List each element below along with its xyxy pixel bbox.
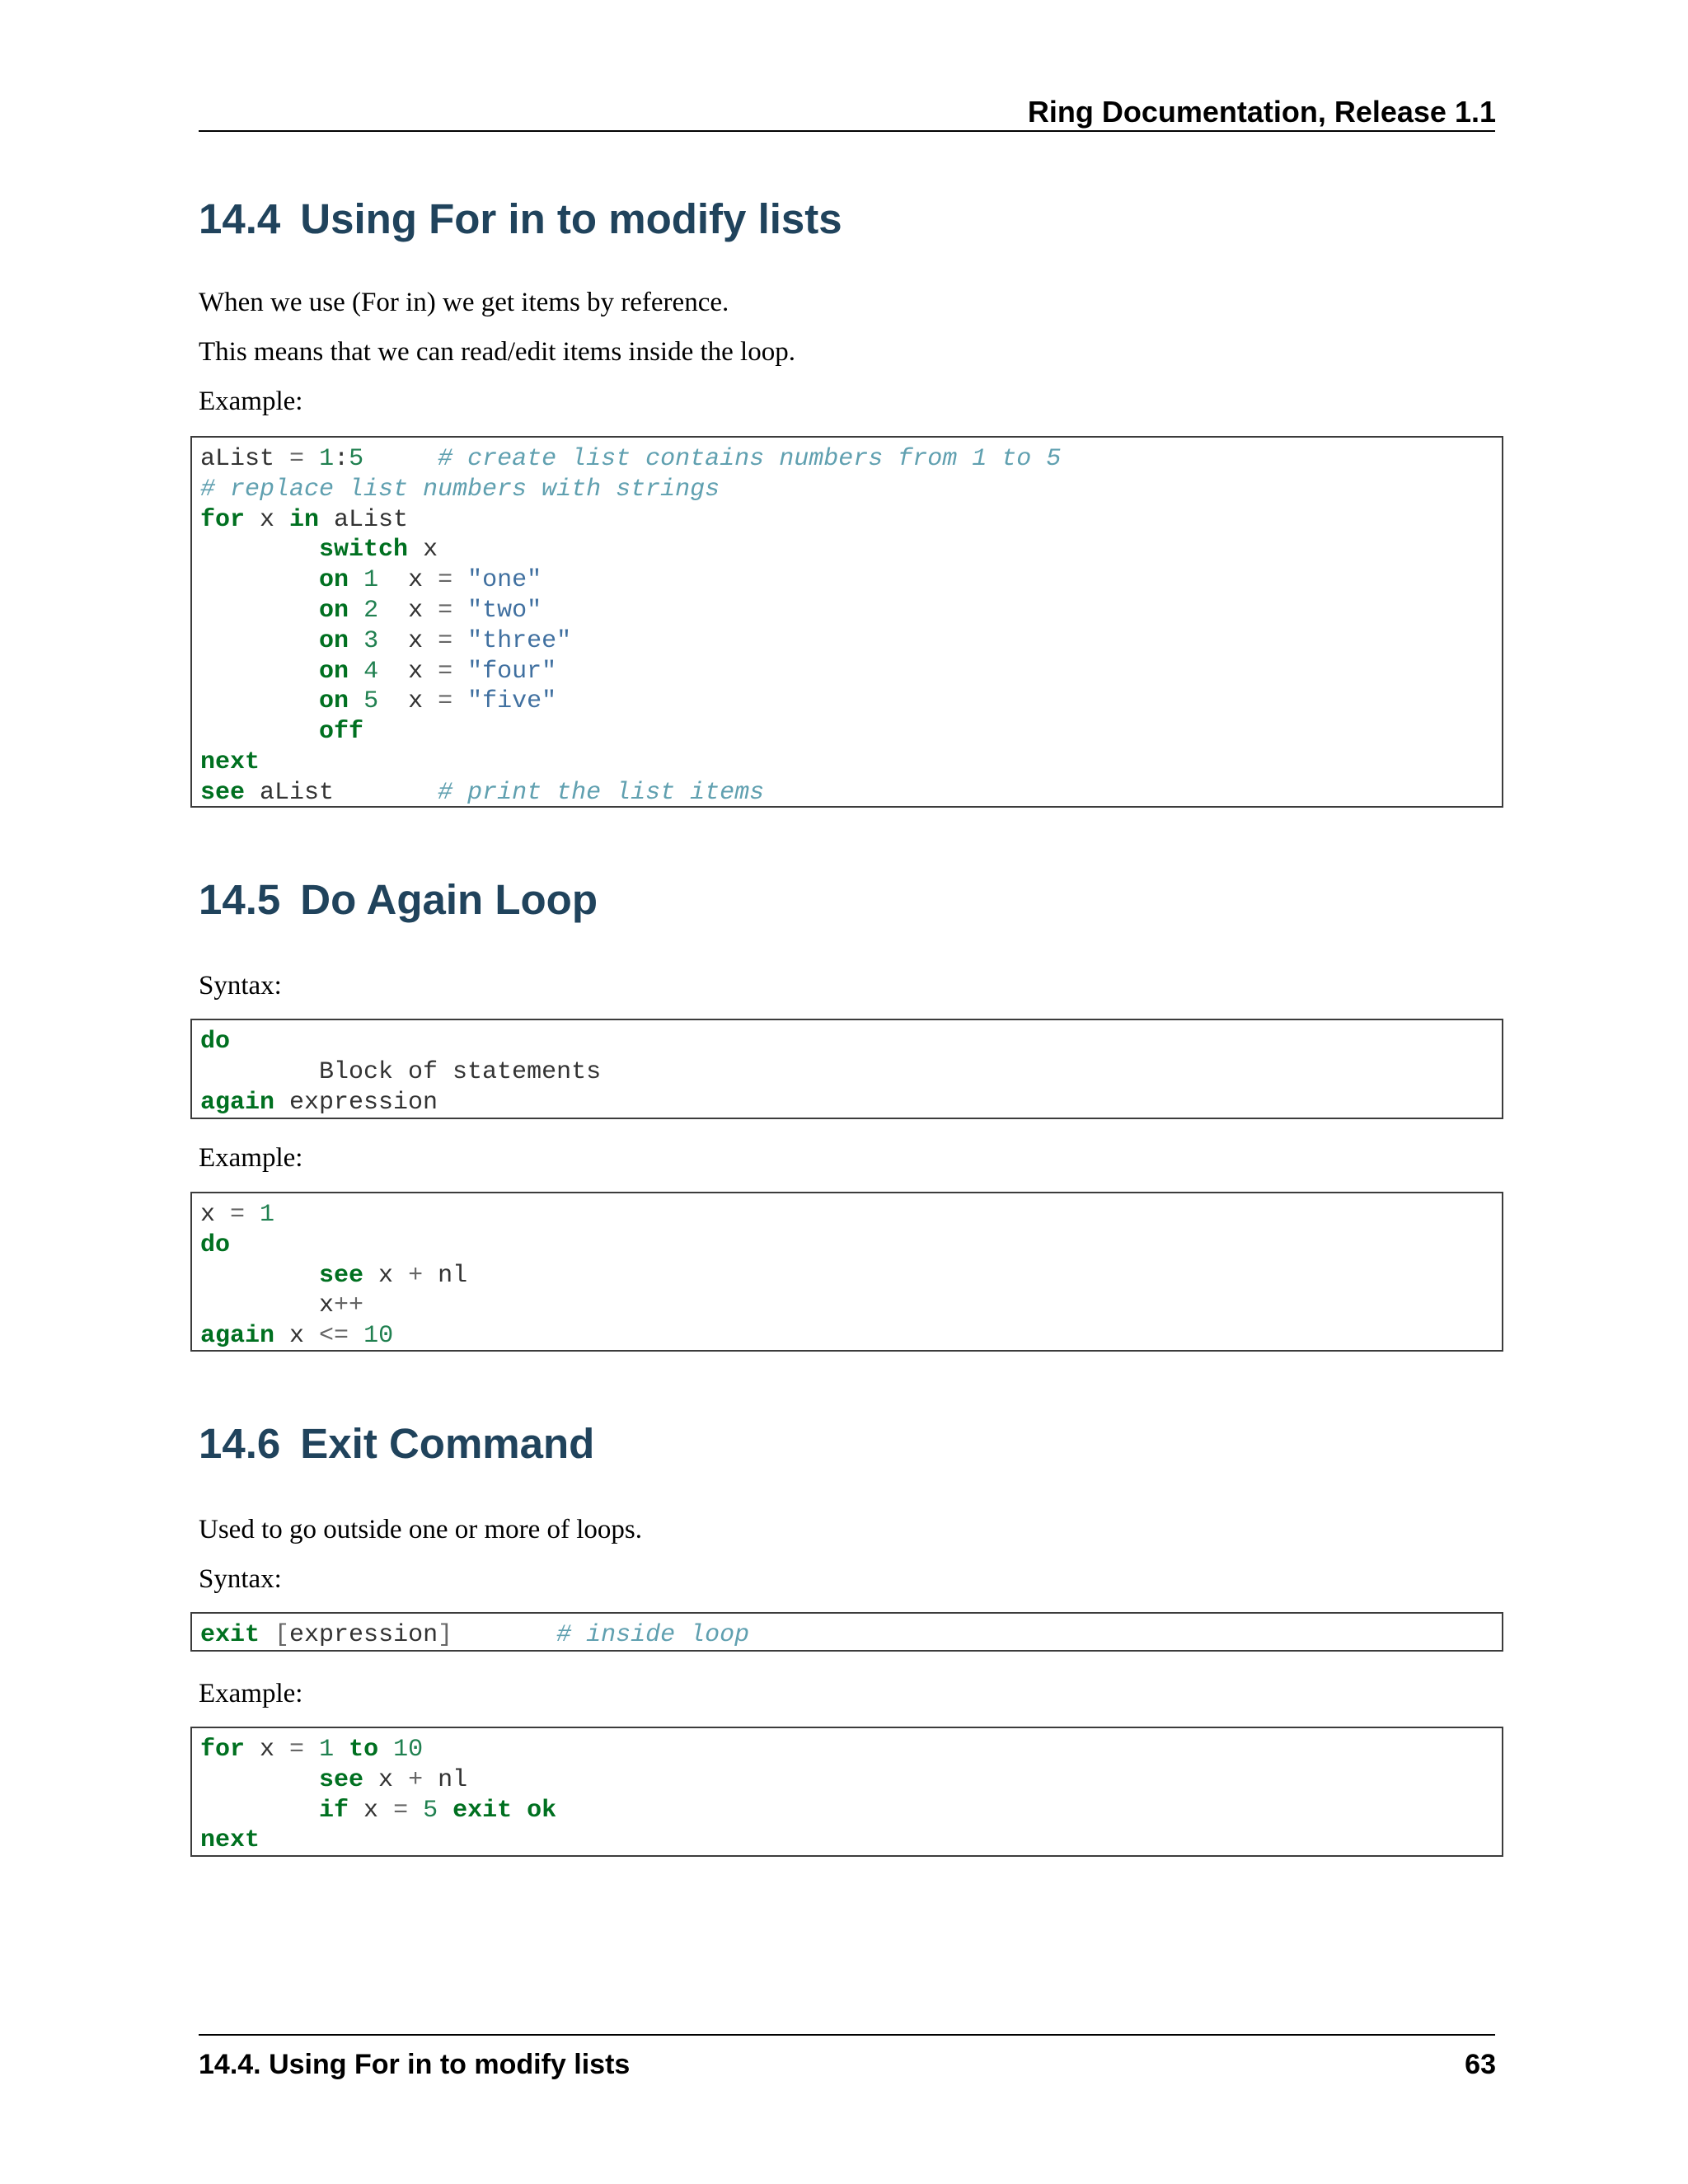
code-token-code-text xyxy=(200,1262,319,1290)
section-heading-14-5 xyxy=(199,875,598,925)
code-token-code-text: x xyxy=(349,1796,394,1825)
code-token-code-text xyxy=(334,1736,349,1764)
section-number: 14.4 xyxy=(199,195,281,242)
code-token-code-text xyxy=(260,1621,274,1649)
code-line xyxy=(200,717,1493,748)
footer-section-title: 14.4. Using For in to modify lists xyxy=(199,2049,631,2080)
code-token-code-text xyxy=(452,687,467,715)
code-token-code-text: x xyxy=(200,1291,335,1320)
code-token-keyword: ok xyxy=(527,1796,557,1825)
code-line xyxy=(200,444,1493,475)
paragraph: Used to go outside one or more of loops. xyxy=(199,1515,643,1544)
code-token-code-text: x xyxy=(363,1765,409,1794)
section-title: Exit Command xyxy=(300,1420,595,1467)
code-token-code-text: x xyxy=(363,1261,409,1290)
code-token-code-text xyxy=(349,627,363,655)
code-line xyxy=(200,1796,1493,1826)
code-line xyxy=(200,475,1493,505)
code-block-do-again-syntax xyxy=(190,1019,1503,1119)
code-token-code-text xyxy=(200,658,319,686)
code-token-keyword: next xyxy=(200,748,260,776)
code-token-operator: = xyxy=(438,596,453,625)
code-token-number-literal: 5 xyxy=(349,445,364,473)
code-token-code-text: nl xyxy=(423,1765,468,1794)
syntax-label: Syntax: xyxy=(199,971,282,1001)
code-token-number-literal: 5 xyxy=(363,687,379,716)
code-token-code-text xyxy=(363,445,438,473)
code-line xyxy=(200,1620,1493,1651)
code-block-do-again-example xyxy=(190,1192,1503,1352)
code-line xyxy=(200,505,1493,536)
code-token-code-text: nl xyxy=(423,1261,468,1290)
code-token-code-text: Block of statements xyxy=(200,1057,602,1086)
code-token-keyword: for xyxy=(200,505,246,534)
code-token-code-text xyxy=(408,1797,423,1825)
footer-rule xyxy=(199,2034,1495,2036)
code-line xyxy=(200,1735,1493,1765)
code-token-number-literal: 1 xyxy=(319,1736,335,1764)
code-token-keyword: if xyxy=(319,1796,349,1825)
code-line xyxy=(200,687,1493,717)
code-token-keyword: on xyxy=(319,626,349,655)
code-token-operator: [ xyxy=(274,1621,290,1649)
code-token-keyword: see xyxy=(319,1261,364,1290)
section-number: 14.5 xyxy=(199,876,281,923)
code-token-keyword: see xyxy=(200,778,246,807)
code-token-comment: # create list contains numbers from 1 to 5 xyxy=(438,445,1062,473)
syntax-label: Syntax: xyxy=(199,1564,282,1594)
code-line xyxy=(200,1027,1493,1057)
code-token-comment: # replace list numbers with strings xyxy=(200,475,720,504)
code-token-code-text xyxy=(200,718,319,746)
code-token-operator: = xyxy=(230,1201,246,1229)
code-line xyxy=(200,1200,1493,1230)
code-token-code-text xyxy=(200,536,319,564)
running-header-title: Ring Documentation, Release 1.1 xyxy=(1027,95,1496,129)
code-token-keyword: on xyxy=(319,657,349,686)
code-token-number-literal: 1 xyxy=(363,566,379,595)
code-token-code-text xyxy=(200,1797,319,1825)
code-token-code-text: expression xyxy=(274,1088,438,1117)
example-label: Example: xyxy=(199,1143,303,1173)
code-token-code-text xyxy=(452,658,467,686)
code-token-code-text xyxy=(349,687,363,715)
code-token-code-text: : xyxy=(334,445,349,473)
code-token-code-text: aList xyxy=(245,778,438,807)
code-token-comment: # print the list items xyxy=(438,778,765,807)
code-token-code-text xyxy=(349,597,363,625)
code-token-code-text xyxy=(378,1736,393,1764)
code-token-code-text xyxy=(245,1201,260,1229)
code-token-number-literal: 4 xyxy=(363,657,379,686)
section-title: Do Again Loop xyxy=(300,876,598,923)
code-token-string-literal: "one" xyxy=(467,566,542,595)
code-token-keyword: see xyxy=(319,1765,364,1794)
header-rule xyxy=(199,130,1495,132)
code-token-operator: = xyxy=(438,687,453,716)
code-token-code-text xyxy=(200,687,319,715)
code-line xyxy=(200,657,1493,687)
code-line xyxy=(200,1321,1493,1352)
code-token-code-text xyxy=(452,1621,556,1649)
code-token-code-text xyxy=(349,658,363,686)
code-line xyxy=(200,778,1493,808)
code-token-code-text xyxy=(349,1322,363,1350)
code-line xyxy=(200,596,1493,626)
code-token-number-literal: 1 xyxy=(260,1201,275,1229)
code-token-code-text xyxy=(452,597,467,625)
code-token-code-text: x xyxy=(274,1322,320,1351)
paragraph: When we use (For in) we get items by reference. xyxy=(199,288,729,317)
code-token-operator: = xyxy=(289,445,305,473)
code-token-code-text: x xyxy=(378,687,438,716)
code-token-string-literal: "five" xyxy=(467,687,557,716)
code-token-code-text xyxy=(438,1797,452,1825)
code-token-code-text xyxy=(200,597,319,625)
code-token-keyword: for xyxy=(200,1736,246,1764)
code-token-code-text xyxy=(200,566,319,594)
code-line xyxy=(200,565,1493,596)
code-token-code-text: x xyxy=(200,1201,231,1229)
code-token-number-literal: 2 xyxy=(363,596,379,625)
code-token-keyword: do xyxy=(200,1028,231,1056)
example-label: Example: xyxy=(199,1679,303,1708)
code-token-operator: + xyxy=(408,1765,424,1794)
example-label: Example: xyxy=(199,387,303,416)
code-token-code-text xyxy=(452,627,467,655)
code-token-code-text xyxy=(304,445,319,473)
code-token-code-text: x xyxy=(378,596,438,625)
code-line xyxy=(200,535,1493,565)
code-token-number-literal: 10 xyxy=(393,1736,424,1764)
code-token-operator: = xyxy=(289,1736,305,1764)
code-line xyxy=(200,1261,1493,1291)
code-token-keyword: next xyxy=(200,1826,260,1855)
code-line xyxy=(200,1765,1493,1796)
code-line xyxy=(200,1088,1493,1118)
footer-page-number: 63 xyxy=(1465,2049,1496,2080)
code-token-operator: = xyxy=(438,566,453,595)
code-token-code-text: aList xyxy=(200,445,290,473)
code-token-keyword: on xyxy=(319,596,349,625)
section-heading-14-6 xyxy=(199,1419,594,1469)
code-token-comment: # inside loop xyxy=(556,1621,750,1649)
code-token-code-text: x xyxy=(378,626,438,655)
code-block-exit-syntax xyxy=(190,1612,1503,1652)
code-token-operator: = xyxy=(393,1796,409,1825)
code-token-number-literal: 5 xyxy=(423,1796,438,1825)
code-line xyxy=(200,626,1493,657)
code-token-keyword: to xyxy=(349,1736,379,1764)
code-token-code-text xyxy=(452,566,467,594)
code-token-code-text: x xyxy=(408,536,438,565)
code-token-number-literal: 3 xyxy=(363,626,379,655)
code-token-keyword: switch xyxy=(319,536,409,565)
code-token-code-text xyxy=(349,566,363,594)
code-block-exit-example xyxy=(190,1727,1503,1857)
code-token-keyword: on xyxy=(319,687,349,716)
code-line xyxy=(200,1230,1493,1261)
code-token-number-literal: 1 xyxy=(319,445,335,473)
code-token-code-text: aList xyxy=(319,505,409,534)
code-token-operator: ++ xyxy=(334,1291,364,1320)
code-line xyxy=(200,1291,1493,1321)
code-token-keyword: exit xyxy=(200,1621,260,1649)
section-title: Using For in to modify lists xyxy=(300,195,842,242)
code-token-code-text: x xyxy=(378,657,438,686)
code-token-string-literal: "three" xyxy=(467,626,572,655)
code-line xyxy=(200,1825,1493,1856)
code-token-keyword: off xyxy=(319,718,364,747)
code-token-code-text: x xyxy=(245,1736,290,1764)
code-token-string-literal: "two" xyxy=(467,596,542,625)
code-token-operator: ] xyxy=(438,1621,453,1649)
code-token-code-text xyxy=(512,1797,527,1825)
code-token-code-text xyxy=(304,1736,319,1764)
section-number: 14.6 xyxy=(199,1420,281,1467)
code-token-operator: <= xyxy=(319,1322,349,1351)
code-token-code-text: x xyxy=(245,505,290,534)
code-token-keyword: in xyxy=(289,505,320,534)
code-token-code-text: x xyxy=(378,566,438,595)
paragraph: This means that we can read/edit items inside the loop. xyxy=(199,337,795,367)
code-token-operator: + xyxy=(408,1261,424,1290)
code-token-code-text xyxy=(200,1766,319,1794)
code-token-keyword: on xyxy=(319,566,349,595)
code-token-operator: = xyxy=(438,657,453,686)
code-token-keyword: exit xyxy=(452,1796,513,1825)
code-token-keyword: do xyxy=(200,1230,231,1259)
code-line xyxy=(200,748,1493,778)
code-token-operator: = xyxy=(438,626,453,655)
code-token-keyword: again xyxy=(200,1322,275,1351)
section-heading-14-4 xyxy=(199,194,842,244)
code-token-code-text: expression xyxy=(289,1621,438,1649)
code-block-for-in-example xyxy=(190,436,1503,808)
code-token-code-text xyxy=(200,627,319,655)
code-token-keyword: again xyxy=(200,1088,275,1117)
code-token-string-literal: "four" xyxy=(467,657,557,686)
code-line xyxy=(200,1057,1493,1088)
code-token-number-literal: 10 xyxy=(363,1322,394,1351)
